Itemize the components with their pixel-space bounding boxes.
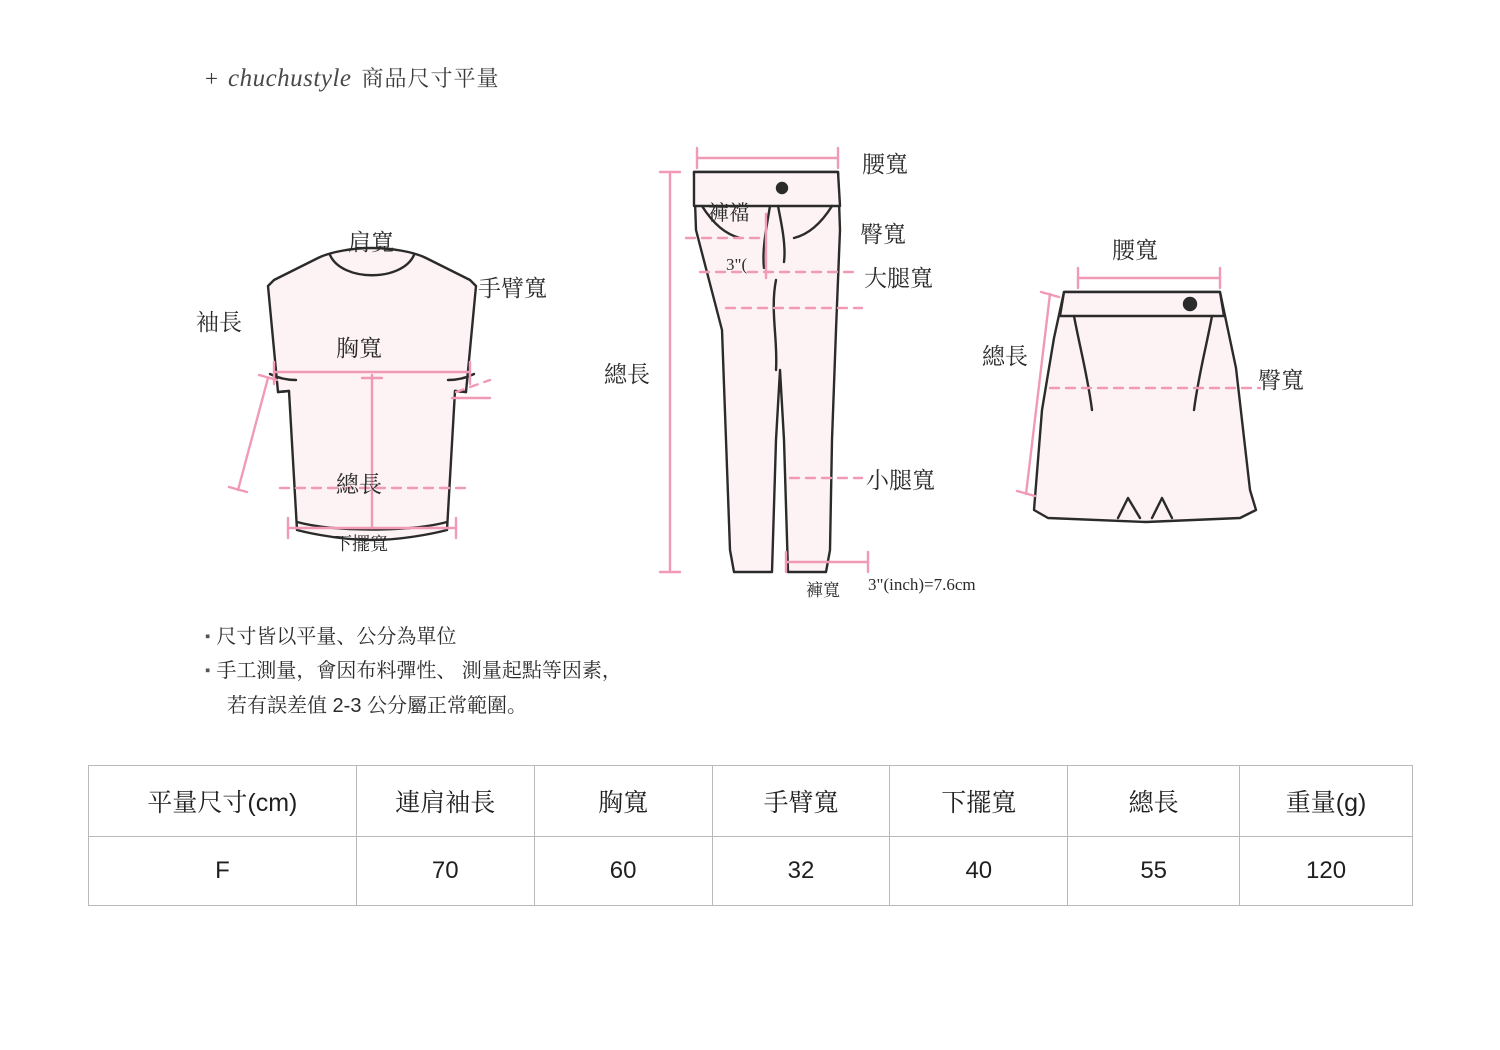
table-cell: 60 [534,837,712,906]
page-header [205,62,500,93]
table-cell: 120 [1240,837,1413,906]
skirt-shape [1034,292,1256,522]
table-header-cell: 連肩袖長 [356,766,534,837]
note-line: ▪ 尺寸皆以平量、公分為單位 [205,626,457,648]
size-table [88,765,1413,906]
label-leg-opening: 褲寬 [806,581,840,600]
table-row [89,837,1413,906]
measurement-notes [205,620,622,723]
label-skirt-waist: 腰寬 [1112,237,1158,263]
label-shoulder-width: 肩寬 [348,229,394,255]
table-cell: 55 [1068,837,1240,906]
label-arm-width: 手臂寬 [478,275,547,301]
bullet-icon: ▪ [205,628,211,645]
label-sleeve-length: 袖長 [196,309,242,335]
label-chest-width: 胸寬 [336,335,382,361]
label-pants-total-length: 總長 [604,361,650,387]
label-rise: 褲襠 [708,202,750,225]
table-cell: 70 [356,837,534,906]
label-pants-hip: 臀寬 [860,221,906,247]
table-header-cell: 胸寬 [534,766,712,837]
note-line: 若有誤差值 2-3 公分屬正常範圍。 [227,694,528,717]
label-rise-mark: 3"( [726,255,748,274]
table-cell: F [89,837,357,906]
table-header-cell: 平量尺寸(cm) [89,766,357,837]
note-line: ▪ 手工測量，會因布料彈性、 測量起點等因素， [205,660,622,683]
label-skirt-hip: 臀寬 [1258,367,1304,393]
page-title: 商品尺寸平量 [361,66,500,91]
label-thigh-width: 大腿寬 [864,265,933,291]
bullet-icon: ▪ [205,662,211,680]
measurement-diagrams [0,110,1500,610]
table-cell: 32 [712,837,890,906]
brand-logo: chuchustyle [227,65,352,92]
label-top-total-length: 總長 [336,471,382,497]
label-calf-width: 小腿寬 [866,467,935,493]
table-header-cell: 下擺寬 [890,766,1068,837]
label-skirt-total-length: 總長 [982,343,1028,369]
label-pants-waist: 腰寬 [862,151,908,177]
label-hem-width: 下擺寬 [334,534,388,554]
table-header-row [89,766,1413,837]
table-cell: 40 [890,837,1068,906]
plus-icon: + [205,66,218,91]
label-inch-conversion: 3"(inch)=7.6cm [868,575,976,594]
table-header-cell: 重量(g) [1240,766,1413,837]
table-header-cell: 總長 [1068,766,1240,837]
table-header-cell: 手臂寬 [712,766,890,837]
